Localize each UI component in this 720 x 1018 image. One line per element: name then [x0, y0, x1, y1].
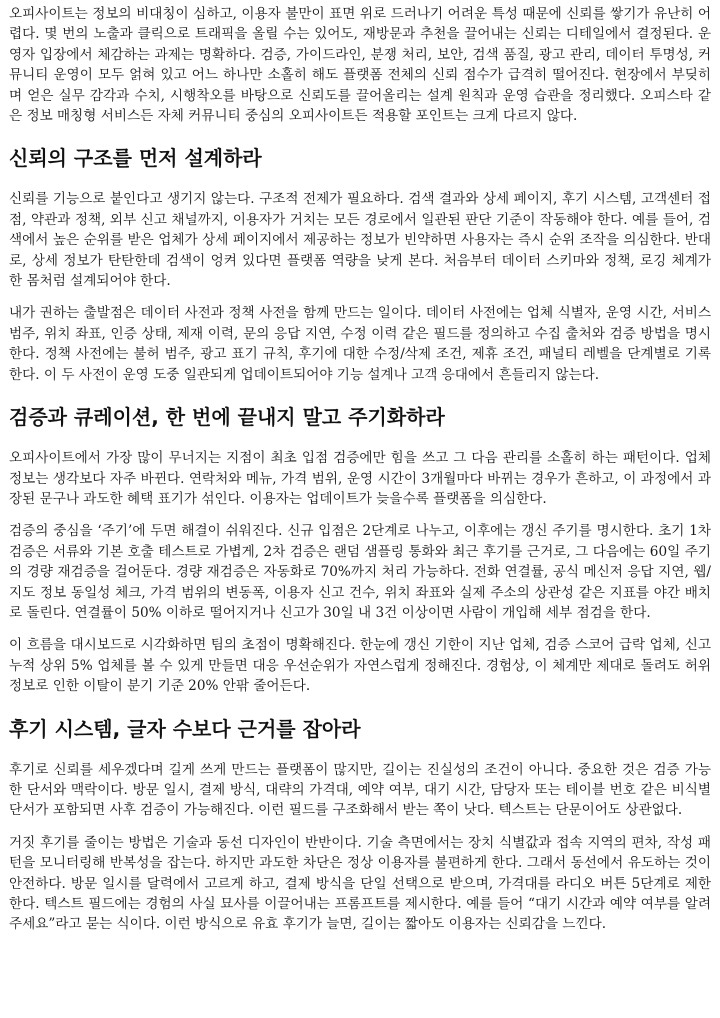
- section-heading: 후기 시스템, 글자 수보다 근거를 잡아라: [9, 716, 361, 741]
- intro-paragraph: 오피사이트는 정보의 비대칭이 심하고, 이용자 불만이 표면 위로 드러나기 어려운 특성 때문에 신뢰를 쌓기가 유난히 어렵다. 몇 번의 노출과 클릭으로 트래픽을 올릴 수는 있어도, 재방문과 추천을 끌어내는 신뢰는 디테일에서 결정된다. 운영자 입장에서 체감하는 과제는 명확하다. 검증, 가이드라인, 분쟁 처리, 보안, 검색 품질, 광고 관리, 데이터 투명성, 커뮤니티 운영이 모두 얽혀 있고 어느 하나만 소홀히 해도 플랫폼 전체의 신뢰 점수가 급격히 떨어진다. 현장에서 부딪히며 얻은 실무 감각과 수치, 시행착오를 바탕으로 신뢰도를 끌어올리는 설계 원칙과 운영 습관을 정리했다. 오피스타 같은 정보 매칭형 서비스든 자체 커뮤니티 중심의 오피사이트든 적용할 포인트는 크게 다르지 않다.: [9, 6, 711, 125]
- section-heading: 신뢰의 구조를 먼저 설계하라: [9, 146, 262, 171]
- section-heading: 검증과 큐레이션, 한 번에 끝내지 말고 주기화하라: [9, 405, 445, 430]
- body-paragraph: 검증의 중심을 ‘주기’에 두면 해결이 쉬워진다. 신규 입점은 2단계로 나누고, 이후에는 갱신 주기를 명시한다. 초기 1차 검증은 서류와 기본 호출 테스트로 가볍게, 2차 검증은 랜덤 샘플링 통화와 최근 후기를 근거로, 그 다음에는 60일 주기의 경량 재검증을 걸어둔다. 경량 재검증은 자동화로 70%까지 처리 가능하다. 전화 연결률, 공식 메신저 응답 지연, 웹/지도 정보 동일성 체크, 가격 범위의 변동폭, 이용자 신고 건수, 위치 좌표와 실제 주소의 상관성 같은 지표를 야간 배치로 돌린다. 연결률이 50% 이하로 떨어지거나 신고가 30일 내 3건 이상이면 사람이 개입해 세부 점검을 한다.: [9, 523, 711, 621]
- body-paragraph: 내가 권하는 출발점은 데이터 사전과 정책 사전을 함께 만드는 일이다. 데이터 사전에는 업체 식별자, 운영 시간, 서비스 범주, 위치 좌표, 인증 상태, 제재 이력, 문의 응답 지연, 수정 이력 같은 필드를 정의하고 수집 출처와 검증 방법을 명시한다. 정책 사전에는 불허 범주, 광고 표기 규칙, 후기에 대한 수정/삭제 조건, 제휴 조건, 패널티 레벨을 단계별로 기록한다. 이 두 사전이 운영 도중 일관되게 업데이트되어야 기능 설계나 고객 응대에서 흔들리지 않는다.: [9, 305, 711, 383]
- body-paragraph: 후기로 신뢰를 세우겠다며 길게 쓰게 만드는 플랫폼이 많지만, 길이는 진실성의 조건이 아니다. 중요한 것은 검증 가능한 단서와 맥락이다. 방문 일시, 결제 방식, 대략의 가격대, 예약 여부, 대기 시간, 담당자 또는 테이블 번호 같은 비식별 단서가 포함되면 사후 검증이 가능해진다. 이런 필드를 구조화해서 받는 쪽이 낫다. 텍스트는 단문이어도 상관없다.: [9, 761, 711, 819]
- body-paragraph: 신뢰를 기능으로 붙인다고 생기지 않는다. 구조적 전제가 필요하다. 검색 결과와 상세 페이지, 후기 시스템, 고객센터 접점, 약관과 정책, 외부 신고 채널까지, 이용자가 거치는 모든 경로에서 일관된 판단 기준이 작동해야 한다. 예를 들어, 검색에서 높은 순위를 받은 업체가 상세 페이지에서 제공하는 정보가 빈약하면 사용자는 즉시 순위 조작을 의심한다. 반대로, 상세 정보가 탄탄한데 검색이 엉켜 있다면 플랫폼 역량을 낮게 본다. 처음부터 데이터 스키마와 정책, 로깅 체계가 한 몸처럼 설계되어야 한다.: [9, 191, 711, 290]
- body-paragraph: 이 흐름을 대시보드로 시각화하면 팀의 초점이 명확해진다. 한눈에 갱신 기한이 지난 업체, 검증 스코어 급락 업체, 신고 누적 상위 5% 업체를 볼 수 있게 만들면 대응 우선순위가 자연스럽게 정해진다. 경험상, 이 체계만 제대로 돌려도 허위 정보로 인한 이탈이 분기 기준 20% 안팎 줄어든다.: [9, 637, 711, 695]
- body-paragraph: 거짓 후기를 줄이는 방법은 기술과 동선 디자인이 반반이다. 기술 측면에서는 장치 식별값과 접속 지역의 편차, 작성 패턴을 모니터링해 반복성을 잡는다. 하지만 과도한 차단은 정상 이용자를 불편하게 한다. 그래서 동선에서 유도하는 것이 안전하다. 방문 일시를 달력에서 고르게 하고, 결제 방식을 단일 선택으로 받으며, 가격대를 라디오 버튼 5단계로 제한한다. 텍스트 필드에는 경험의 사실 묘사를 이끌어내는 프롬프트를 제시한다. 예를 들어 “대기 시간과 예약 여부를 알려주세요”라고 묻는 식이다. 이런 방식으로 유효 후기가 늘면, 길이는 짧아도 이용자는 신뢰감을 느낀다.: [9, 834, 711, 933]
- body-paragraph: 오피사이트에서 가장 많이 무너지는 지점이 최초 입점 검증에만 힘을 쓰고 그 다음 관리를 소홀히 하는 패턴이다. 업체 정보는 생각보다 자주 바뀐다. 연락처와 메뉴, 가격 범위, 운영 시간이 3개월마다 바뀌는 경우가 흔하고, 이 과정에서 과장된 문구나 과도한 혜택 표기가 섞인다. 이용자는 업데이트가 늦을수록 플랫폼을 의심한다.: [9, 450, 711, 507]
